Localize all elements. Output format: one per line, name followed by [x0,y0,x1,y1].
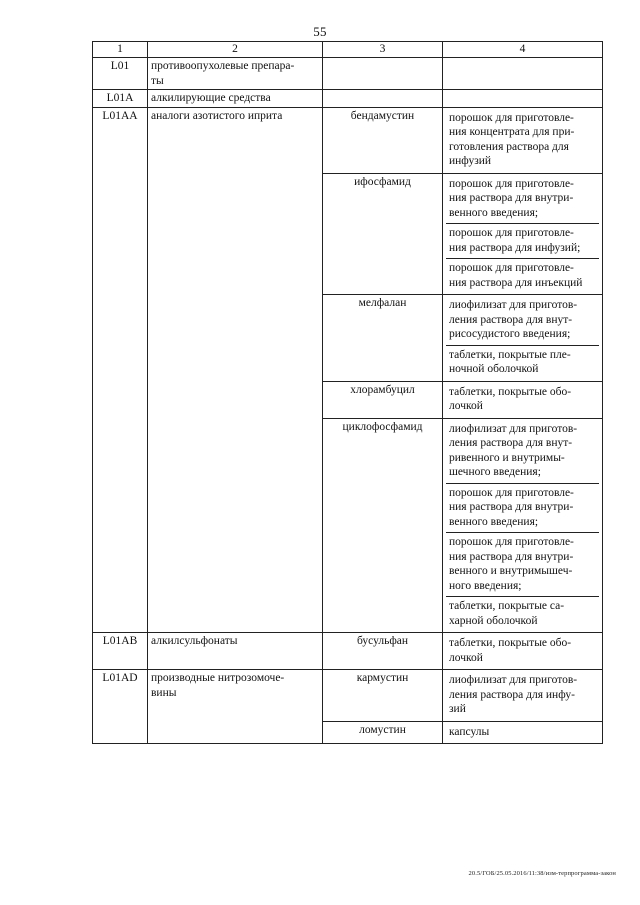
page-number: 55 [313,24,327,39]
dosage-forms-cell [443,107,603,173]
atc-code-cell: L01A [93,90,148,108]
dosage-forms-cell [443,381,603,418]
drug-name-cell: хлорамбуцил [323,381,443,418]
group-name-cell: производные нитрозомоче- вины [148,670,323,744]
column-header-2: 2 [148,42,323,58]
column-header-4: 4 [443,42,603,58]
group-name-cell: алкилирующие средства [148,90,323,108]
drug-name-cell: бусульфан [323,633,443,670]
drug-name-cell-empty [323,90,443,108]
atc-code-cell: L01 [93,58,148,90]
dosage-forms-cell [443,295,603,382]
column-header-1: 1 [93,42,148,58]
dosage-form-item: порошок для приготовле- ния раствора для внутри- венного введения; [446,175,599,225]
atc-code-cell: L01AA [93,107,148,633]
table-body [93,58,603,744]
dosage-form-item: лиофилизат для приготов- ления раствора для внут- ривенного и внутримы- шечного введения; [446,420,599,484]
dosage-form-item: лиофилизат для приготов- ления раствора для инфу- зий [449,674,578,715]
dosage-forms-cell [443,670,603,722]
table-row [93,670,603,722]
drug-name-cell: циклофосфамид [323,418,443,633]
table-row [93,633,603,670]
dosage-form-item: таблетки, покрытые са- харной оболочкой [449,600,565,627]
dosage-form-item: порошок для приготовле- ния концентрата для при- готовления раствора для инфузий [449,111,575,167]
table-header-row [93,42,603,58]
dosage-form-item: порошок для приготовле- ния раствора для внутри- венного и внутримышеч- ного введения; [446,533,599,597]
dosage-form-item: порошок для приготовле- ния раствора для инфузий; [446,224,599,259]
drug-name-cell: ифосфамид [323,173,443,295]
drug-name-cell: мелфалан [323,295,443,382]
drug-name-cell: кармустин [323,670,443,722]
group-name-cell: алкилсульфонаты [148,633,323,670]
footer-stamp: 20.5/ГОБ/25.05.2016/11:38/изм-терпрограмма-закон [468,870,616,877]
group-name-cell: аналоги азотистого иприта [148,107,323,633]
dosage-form-item: таблетки, покрытые обо- лочкой [449,385,572,412]
table-row [93,90,603,108]
atc-code-cell: L01AD [93,670,148,744]
table-row [93,58,603,90]
dosage-form-item: таблетки, покрытые обо- лочкой [449,637,572,664]
dosage-form-item: капсулы [449,725,490,738]
dosage-forms-cell-empty [443,90,603,108]
dosage-form-item: порошок для приготовле- ния раствора для внутри- венного введения; [446,484,599,534]
dosage-forms-cell [443,418,603,633]
atc-code-cell: L01AB [93,633,148,670]
column-header-3: 3 [323,42,443,58]
drug-name-cell: ломустин [323,721,443,744]
drug-table [92,41,603,744]
dosage-forms-cell [443,633,603,670]
dosage-form-item: порошок для приготовле- ния раствора для инъекций [449,262,583,289]
drug-name-cell-empty [323,58,443,90]
table-row [93,107,603,173]
dosage-form-item: лиофилизат для приготов- ления раствора для внут- рисосудистого введения; [446,296,599,346]
dosage-forms-cell-empty [443,58,603,90]
group-name-cell: противоопухолевые препара- ты [148,58,323,90]
dosage-forms-cell [443,173,603,295]
dosage-forms-cell [443,721,603,744]
drug-name-cell: бендамустин [323,107,443,173]
dosage-form-item: таблетки, покрытые пле- ночной оболочкой [449,348,571,375]
